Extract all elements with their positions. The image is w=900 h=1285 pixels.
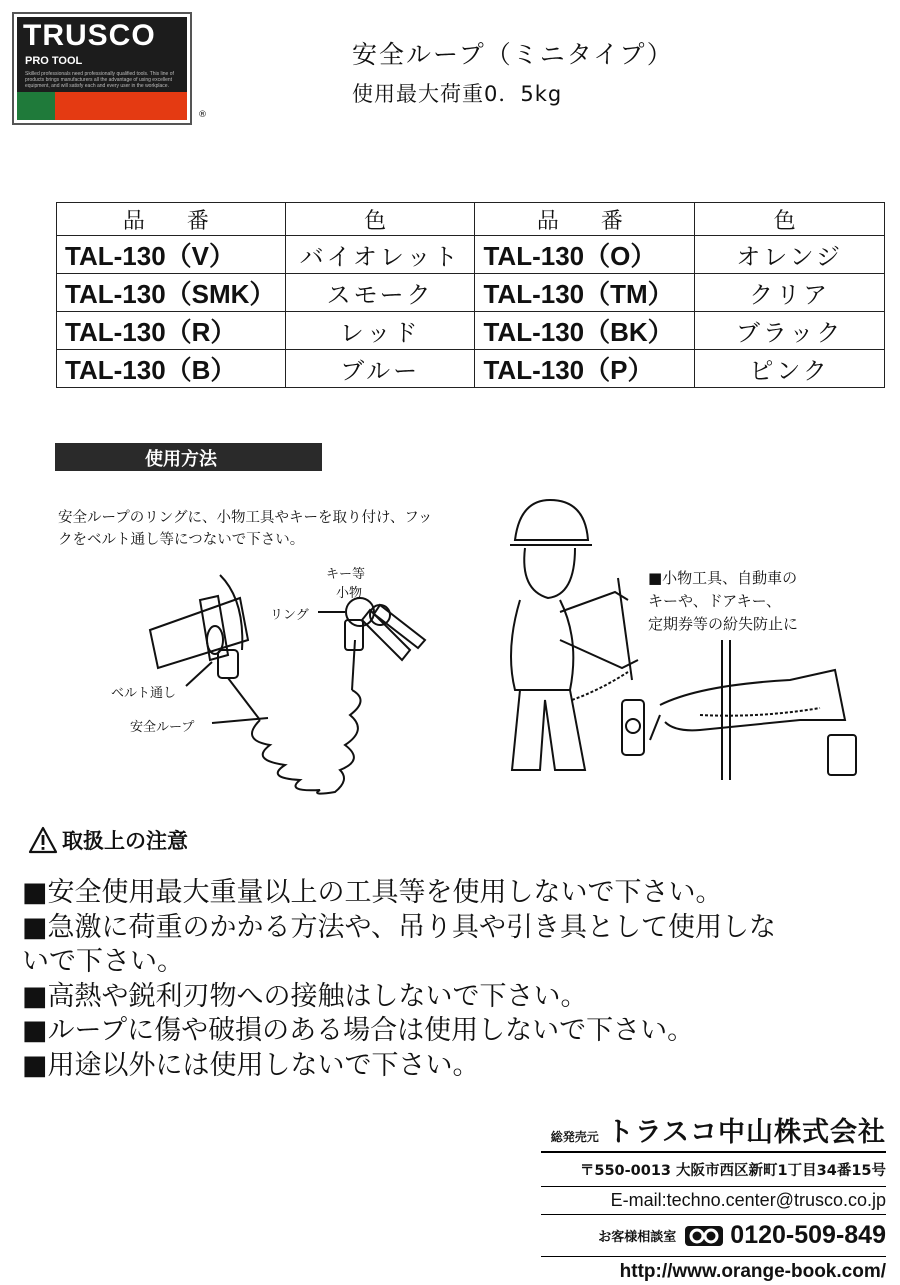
label-belt-loop: ベルト通し bbox=[111, 686, 177, 701]
product-code: TAL-130（V） bbox=[57, 236, 286, 274]
brand-tagline: Skilled professionals need professionally qualified tools. This line of products brings manufacturers all the advantage of using excellent equipment, and will satisfy each and every user in the workplace. bbox=[25, 71, 174, 89]
company-info bbox=[541, 1110, 886, 1285]
max-load: 使用最大荷重0．5kg bbox=[352, 82, 563, 106]
product-code: TAL-130（O） bbox=[475, 236, 695, 274]
caution-heading: 取扱上の注意 bbox=[62, 829, 188, 853]
header-color-1: 色 bbox=[285, 203, 475, 236]
company-email[interactable]: E-mail:techno.center@trusco.co.jp bbox=[541, 1186, 886, 1215]
product-code: TAL-130（SMK） bbox=[57, 274, 286, 312]
product-color: バイオレット bbox=[285, 236, 475, 274]
usage-note-line: キーや、ドアキー、 bbox=[648, 592, 782, 610]
door-edge-drawing bbox=[722, 640, 730, 780]
usage-note-line: 定期券等の紛失防止に bbox=[648, 615, 799, 633]
usage-description: 安全ループのリングに、小物工具やキーを取り付け、フックをベルト通し等につないで下さい。 bbox=[58, 510, 433, 548]
product-title: 安全ループ（ミニタイプ） bbox=[352, 40, 674, 69]
usage-note-line: ■小物工具、自動車の bbox=[648, 569, 798, 587]
product-code: TAL-130（B） bbox=[57, 350, 286, 388]
product-color: オレンジ bbox=[695, 236, 885, 274]
header-color-2: 色 bbox=[695, 203, 885, 236]
product-color: スモーク bbox=[285, 274, 475, 312]
caution-item: ■急激に荷重のかかる方法や、吊り具や引き具として使用しないで下さい。 bbox=[22, 911, 776, 977]
label-key: キー等 bbox=[326, 567, 366, 582]
free-dial-icon bbox=[684, 1225, 724, 1247]
bag-drawing bbox=[828, 735, 856, 775]
product-color: ブラック bbox=[695, 312, 885, 350]
caution-item: ■ループに傷や破損のある場合は使用しないで下さい。 bbox=[22, 1015, 695, 1046]
product-color: クリア bbox=[695, 274, 885, 312]
product-code: TAL-130（R） bbox=[57, 312, 286, 350]
product-color: レッド bbox=[285, 312, 475, 350]
product-code: TAL-130（BK） bbox=[475, 312, 695, 350]
company-header bbox=[541, 1110, 886, 1153]
caution-list bbox=[22, 876, 882, 1083]
brand-name: TRUSCO bbox=[23, 19, 156, 52]
product-color: ブルー bbox=[285, 350, 475, 388]
worker-body-drawing bbox=[511, 600, 573, 690]
product-code: TAL-130（P） bbox=[475, 350, 695, 388]
usage-heading: 使用方法 bbox=[145, 449, 217, 470]
company-name: トラスコ中山株式会社 bbox=[606, 1117, 886, 1148]
registered-mark: ® bbox=[198, 110, 207, 120]
caution-item: ■高熱や鋭利刃物への接触はしないで下さい。 bbox=[22, 980, 588, 1012]
product-color: ピンク bbox=[695, 350, 885, 388]
company-tel[interactable]: 0120-509-849 bbox=[730, 1221, 886, 1249]
brand-subtitle: PRO TOOL bbox=[25, 55, 83, 67]
caution-item: ■用途以外には使用しないで下さい。 bbox=[22, 1049, 480, 1081]
caution-item: ■安全使用最大重量以上の工具等を使用しないで下さい。 bbox=[22, 877, 723, 908]
header-code-1: 品 番 bbox=[57, 203, 286, 236]
coil-cord-drawing bbox=[252, 690, 361, 794]
tel-row bbox=[541, 1221, 886, 1250]
consult-label: お客様相談室 bbox=[598, 1230, 677, 1245]
label-ring: リング bbox=[270, 608, 309, 623]
helmet-drawing bbox=[515, 500, 588, 540]
arm-drawing bbox=[660, 670, 845, 730]
usage-note bbox=[648, 567, 798, 636]
belt-drawing bbox=[150, 598, 248, 668]
product-code: TAL-130（TM） bbox=[475, 274, 695, 312]
warning-icon bbox=[28, 826, 58, 854]
header-code-2: 品 番 bbox=[475, 203, 695, 236]
label-safety-loop: 安全ループ bbox=[130, 720, 195, 735]
cord-in-hand-drawing bbox=[618, 578, 632, 680]
label-small-item: 小物 bbox=[336, 586, 363, 601]
company-url[interactable]: http://www.orange-book.com/ bbox=[541, 1256, 886, 1285]
caution-header bbox=[28, 825, 188, 855]
company-address: 〒550-0013 大阪市西区新町1丁目34番15号 bbox=[579, 1163, 886, 1179]
distributor-label: 総発売元 bbox=[550, 1130, 599, 1144]
